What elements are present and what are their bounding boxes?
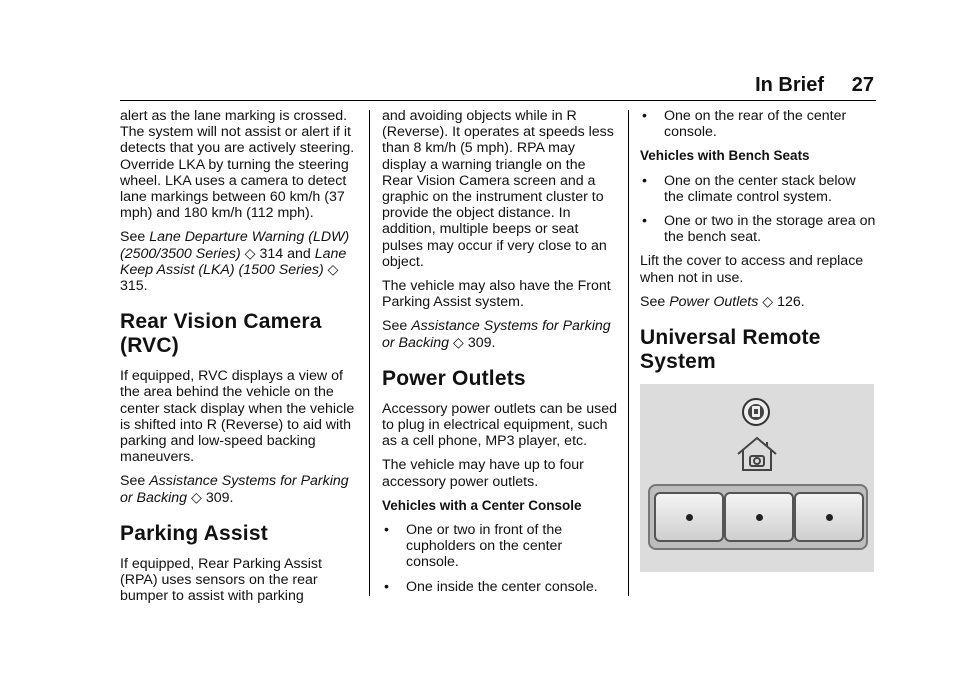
list-item: • One on the center stack below the climate control system.	[642, 172, 856, 205]
dot-icon	[756, 514, 763, 521]
page-ref-icon: ◇	[762, 293, 774, 310]
page-ref-icon: ◇	[452, 334, 464, 351]
page-ref-icon: ◇	[327, 261, 339, 278]
page-header	[120, 74, 876, 100]
bullet-icon: •	[642, 108, 647, 124]
bullet-icon: •	[642, 213, 647, 230]
power-outlets-link[interactable]: Power Outlets	[669, 293, 759, 310]
parking-backing-link[interactable]: Assistance Systems for Parking or Backing	[382, 318, 611, 351]
remote-button-2[interactable]	[724, 492, 794, 542]
list-item: • One or two in front of the cupholders on the center console.	[384, 522, 563, 571]
dot-icon	[686, 514, 693, 521]
rvc-see-reference: See Assistance Systems for Parking or Backing ◇ 309.	[120, 473, 349, 506]
heading-power-outlets: Power Outlets	[382, 366, 526, 390]
indicator-light-icon	[743, 399, 769, 425]
lka-link[interactable]: Lane Keep Assist (LKA) (1500 Series)	[120, 245, 347, 278]
list-item: • One inside the center console.	[384, 578, 598, 595]
column-divider-1	[369, 110, 370, 596]
subheading-center-console: Vehicles with a Center Console	[382, 497, 582, 513]
page-number: 27	[851, 74, 874, 96]
column-divider-2	[628, 110, 629, 596]
outlet-cover-paragraph: Lift the cover to access and replace when not in use.	[640, 253, 864, 286]
list-item: • One or two in the storage area on the bench seat.	[642, 213, 876, 246]
po-paragraph-2: The vehicle may have up to four accessory power outlets.	[382, 457, 584, 490]
heading-universal-remote: Universal Remote System	[640, 326, 821, 374]
lka-paragraph: alert as the lane marking is crossed. The system will not assist or alert if it detects that you are actively steering. Override LKA by turning the steering wheel. LKA uses a camera to detect lane markings between 60 km/h (37 mph) and 180 km/h (112 mph).	[120, 108, 355, 222]
col3-see-reference: See Power Outlets ◇ 126.	[640, 293, 805, 310]
ldw-link[interactable]: Lane Departure Warning (LDW) (2500/3500 Series)	[120, 229, 350, 262]
universal-remote-figure	[640, 384, 874, 572]
header-rule	[120, 100, 876, 101]
col2-see-reference: See Assistance Systems for Parking or Backing ◇ 309.	[382, 318, 611, 351]
po-paragraph-1: Accessory power outlets can be used to plug in electrical equipment, such as a cell phone, MP3 player, etc.	[382, 400, 618, 450]
heading-rear-vision-camera: Rear Vision Camera (RVC)	[120, 310, 322, 358]
rpa-paragraph: and avoiding objects while in R (Reverse). It operates at speeds less than 8 km/h (5 mph). RPA may display a warning triangle on the Rear Vision Camera screen and a graphic on the instrument cluster to provide the object distance. In addition, multiple beeps or seat pulses may occur if very close to an object.	[382, 108, 614, 270]
rvc-paragraph: If equipped, RVC displays a view of the area behind the vehicle on the center stack display when the vehicle is shifted into R (Reverse) to aid with parking and low-speed backing maneuvers.	[120, 368, 355, 466]
remote-button-1[interactable]	[654, 492, 724, 542]
column-1	[120, 108, 356, 612]
remote-button-3[interactable]	[794, 492, 864, 542]
column-3	[640, 108, 876, 572]
subheading-bench-seats: Vehicles with Bench Seats	[640, 148, 810, 164]
dot-icon	[826, 514, 833, 521]
garage-house-icon	[738, 438, 776, 470]
front-parking-paragraph: The vehicle may also have the Front Parking Assist system.	[382, 278, 611, 311]
page-ref-icon: ◇	[190, 489, 202, 506]
bullet-icon: •	[384, 522, 389, 539]
bullet-icon: •	[642, 172, 647, 189]
heading-parking-assist: Parking Assist	[120, 521, 268, 545]
page-ref-icon: ◇	[244, 245, 256, 262]
section-title: In Brief	[755, 74, 824, 96]
remote-icons	[640, 384, 874, 484]
list-item: • One on the rear of the center console.	[642, 108, 847, 141]
column-2	[382, 108, 618, 603]
pa-paragraph: If equipped, Rear Parking Assist (RPA) uses sensors on the rear bumper to assist with parking	[120, 555, 322, 605]
lka-see-reference: See Lane Departure Warning (LDW) (2500/3500 Series) ◇ 314 and Lane Keep Assist (LKA) (1500 Series) ◇ 315.	[120, 229, 350, 295]
parking-assist-link[interactable]: Assistance Systems for Parking or Backing	[120, 473, 349, 506]
bullet-icon: •	[384, 578, 389, 595]
